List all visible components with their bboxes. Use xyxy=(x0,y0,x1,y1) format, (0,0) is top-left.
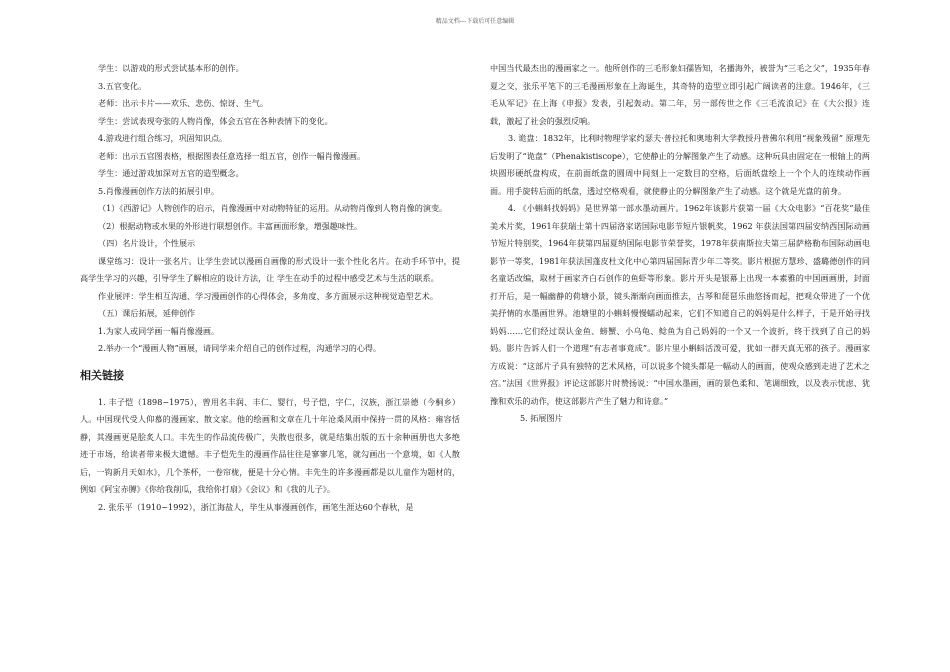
left-line-16: 2.举办一个“漫画人物”画展，请同学来介绍自己的创作过程，沟通学习的心得。 xyxy=(98,343,382,353)
left-line-12: 课堂练习：设计一张名片。让学生尝试以漫画自画像的形式设计一张个性化名片。在动手环节中，提高学生学习的兴趣，引导学生了解相应的设计方法，让 学生在动手的过程中感受艺术与生活的联系。 xyxy=(80,255,460,283)
right-para-3: 4. 《小蝌蚪找妈妈》是世界第一部水墨动画片。1962年该影片获第一届《大众电影》“百花奖”最佳美术片奖，1961年获瑞士第十四届洛家诺国际电影节短片银帆奖，1962 年获法国第四届安纳西国际动画节短片特别奖，1964年获第四届夏纳国际电影节荣誉奖，1978年获南斯拉夫第三届萨格勒布国际动画电影节一等奖，1981年获法国蓬皮杜文化中心第四届国际青少年二等奖。影片根据方慧珍、盛璐德创作的同名童话改编，取材于画家齐白石创作的鱼虾等形象。影片开头是银幕上出现一本素雅的中国画画册，封面打开后，是一幅幽静的荷塘小景，镜头渐渐向画面推去，古琴和琵琶乐曲悠扬而起，把观众带进了一个优美抒情的水墨画世界。池塘里的小蝌蚪慢慢蠕动起来，它们不知道自己的妈妈是什么样子，于是开始寻找妈妈……它们经过误认金鱼、螃蟹、小乌龟、鲶鱼为自己妈妈的一个又一个波折，终于找到了自己的妈妈。影片告诉人们一个道理“有志者事竟成”。影片里小蝌蚪活泼可爱，犹如一群天真无邪的孩子。漫画家方成说：“这部片子具有独特的艺术风格，可以说多个镜头都是一幅动人的画面，使观众感到走进了艺术之宫。”法国《世界报》评论这部影片时赞扬说：“中国水墨画，画的景色柔和、笔调细致，以及表示忧虑、犹豫和欢乐的动作，使这部影片产生了魅力和诗意。” xyxy=(490,203,870,406)
left-line-11: （四）名片设计，个性展示 xyxy=(98,238,196,248)
right-para-4: 5. 拓展图片 xyxy=(520,413,563,423)
left-line-2: 3.五官变化。 xyxy=(98,80,147,91)
left-line-1: 学生：以游戏的形式尝试基本形的创作。 xyxy=(98,63,244,73)
link-item-2: 2. 张乐平（1910~1992），浙江海盐人，毕生从事漫画创作，画笔生涯达60个春秋，是 xyxy=(98,501,414,512)
section-heading: 相关链接 xyxy=(80,368,124,382)
right-column xyxy=(490,60,870,428)
left-line-5: 4.游戏进行组合练习，巩固知识点。 xyxy=(98,133,228,143)
left-line-4: 学生：尝试表现夸张的人物肖像，体会五官在各种表情下的变化。 xyxy=(98,115,333,126)
left-line-8: 5.肖像漫画创作方法的拓展引申。 xyxy=(98,185,220,196)
left-line-6: 老师：出示五官图表格，根据图表任意选择一组五官，创作一幅肖像漫画。 xyxy=(98,150,366,161)
left-column xyxy=(80,60,460,516)
left-line-15: 1.为家人或同学画一幅肖像漫画。 xyxy=(98,325,220,336)
right-para-2: 3. 诡盘：1832年，比利时物理学家约瑟夫·普拉托和奥地利大学教授丹普佛尔利用“视象残留” 原理先后发明了“诡盘”（Phenakistiscope），它使静止的分解图象产生了动感。这种玩具由固定在一根轴上的两块圆形硬纸盘构成，在前面纸盘的圆周中间刻上一定数目的空格，后面纸盘绘上一个个人的连续动作画面。用手旋转后面的纸盘，透过空格观看，就使静止的分解图象产生了动感。这个就是光盘的前身。 xyxy=(490,133,870,196)
link-item-1: 1. 丰子恺（1898~1975），曾用名丰润、丰仁、婴行，号子恺，字仁，汉族，浙江崇德（今桐乡）人。中国现代受人仰慕的漫画家、散文家。他的绘画和文章在几十年沧桑风雨中保持一贯的风格：雍容恬静，其漫画更是脍炙人口。丰先生的作品流传极广，失散也很多，就是结集出版的五十余种画册也大多绝迹于市场，给读者带来极大遗憾。丰子恺先生的漫画作品往往是寥寥几笔，就勾画出一个意境，如《人散后，一钩新月天如水》，几个茶杯，一卷帘栊，便是十分心情。丰先生的许多漫画都是以儿童作为题材的，例如《阿宝赤膊》《你给我削瓜，我给你打扇》《会议》和《我的儿子》。 xyxy=(80,396,460,494)
left-line-14: （五）课后拓展，延伸创作 xyxy=(98,308,196,318)
left-line-10: （2）根据动物或水果的外形进行联想创作。丰富画面形象，增强趣味性。 xyxy=(98,220,363,231)
right-para-1: 中国当代最杰出的漫画家之一。他所创作的三毛形象妇孺皆知，名播海外，被誉为“三毛之父”，1935年春夏之交，张乐平笔下的三毛漫画形象在上海诞生，其奇特的造型立即引起广阔读者的注意。1946年，《三毛从军记》在上海《申报》发表，引起轰动。第二年，另一部传世之作《三毛流浪记》在《大公报》连载，激起了社会的强烈反响。 xyxy=(490,63,870,126)
left-line-7: 学生：通过游戏加深对五官的造型概念。 xyxy=(98,168,244,178)
page-header: 精品文档---下载后可任意编辑 xyxy=(435,18,515,25)
left-line-13: 作业展评：学生相互沟通、学习漫画创作的心得体会，多角度、多方面展示这种视觉造型艺术。 xyxy=(98,290,438,301)
left-line-3: 老师：出示卡片——欢乐、悲伤、惊讶、生气。 xyxy=(98,98,268,108)
left-line-9: （1）《西游记》人物创作的启示，肖像漫画中对动物特征的运用。从动物肖像到人物肖像的演变。 xyxy=(98,203,448,213)
